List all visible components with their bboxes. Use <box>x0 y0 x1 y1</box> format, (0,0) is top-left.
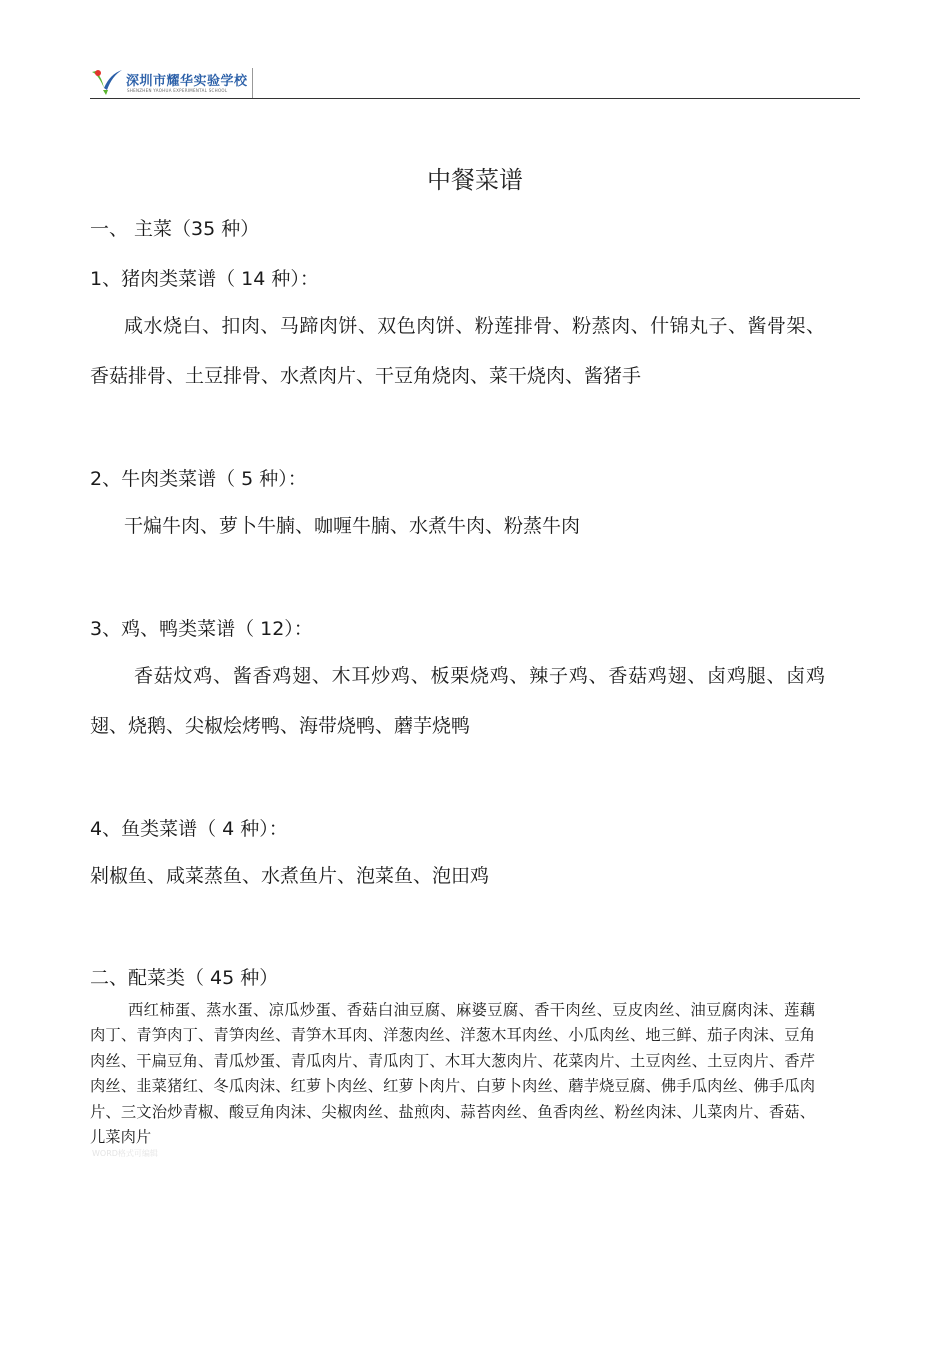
pork-heading: 1、猪肉类菜谱（ 14 种）： <box>90 268 319 290</box>
page-title: 中餐菜谱 <box>427 166 523 194</box>
logo-divider <box>252 68 253 98</box>
school-logo-icon <box>90 68 124 96</box>
section-main-dishes-heading: 一、 主菜（35 种） <box>90 218 260 240</box>
beef-dishes: 干煸牛肉、萝卜牛腩、咖喱牛腩、水煮牛肉、粉蒸牛肉 <box>124 515 581 537</box>
beef-heading: 2、牛肉类菜谱（ 5 种）： <box>90 468 307 490</box>
fish-dishes: 剁椒鱼、咸菜蒸鱼、水煮鱼片、泡菜鱼、泡田鸡 <box>90 865 490 887</box>
section-side-dishes-heading: 二、配菜类（ 45 种） <box>90 967 279 989</box>
poultry-heading: 3、鸡、鸭类菜谱（ 12）： <box>90 618 313 640</box>
school-logo <box>90 66 255 96</box>
fish-heading: 4、鱼类菜谱（ 4 种）： <box>90 818 288 840</box>
school-name-en: SHENZHEN YAOHUA EXPERIMENTAL SCHOOL <box>127 88 228 93</box>
school-name: 深圳市耀华实验学校 <box>126 74 248 89</box>
side-dishes: 西红柿蛋、蒸水蛋、凉瓜炒蛋、香菇白油豆腐、麻婆豆腐、香干肉丝、豆皮肉丝、油豆腐肉沫、莲藕肉丁、青笋肉丁、青笋肉丝、青笋木耳肉、洋葱肉丝、洋葱木耳肉丝、小瓜肉丝、地三鲜、茄子肉沫、豆角肉丝、干扁豆角、青瓜炒蛋、青瓜肉片、青瓜肉丁、木耳大葱肉片、花菜肉片、土豆肉丝、土豆肉片、香芹肉丝、韭菜猪红、冬瓜肉沫、红萝卜肉丝、红萝卜肉片、白萝卜肉丝、蘑芋烧豆腐、佛手瓜肉丝、佛手瓜肉片、三文治炒青椒、酸豆角肉沫、尖椒肉丝、盐煎肉、蒜苔肉丝、鱼香肉丝、粉丝肉沫、儿菜肉片、香菇、儿菜肉片 <box>90 1001 815 1147</box>
poultry-dishes: 香菇炆鸡、酱香鸡翅、木耳炒鸡、板栗烧鸡、辣子鸡、香菇鸡翅、卤鸡腿、卤鸡翅、烧鹅、尖椒烩烤鸭、海带烧鸭、蘑芋烧鸭 <box>90 665 825 737</box>
footnote: WORD格式可编辑 <box>92 1149 158 1158</box>
pork-dishes: 咸水烧白、扣肉、马蹄肉饼、双色肉饼、粉莲排骨、粉蒸肉、什锦丸子、酱骨架、香菇排骨、土豆排骨、水煮肉片、干豆角烧肉、菜干烧肉、酱猪手 <box>90 315 825 387</box>
page-header <box>90 64 860 99</box>
